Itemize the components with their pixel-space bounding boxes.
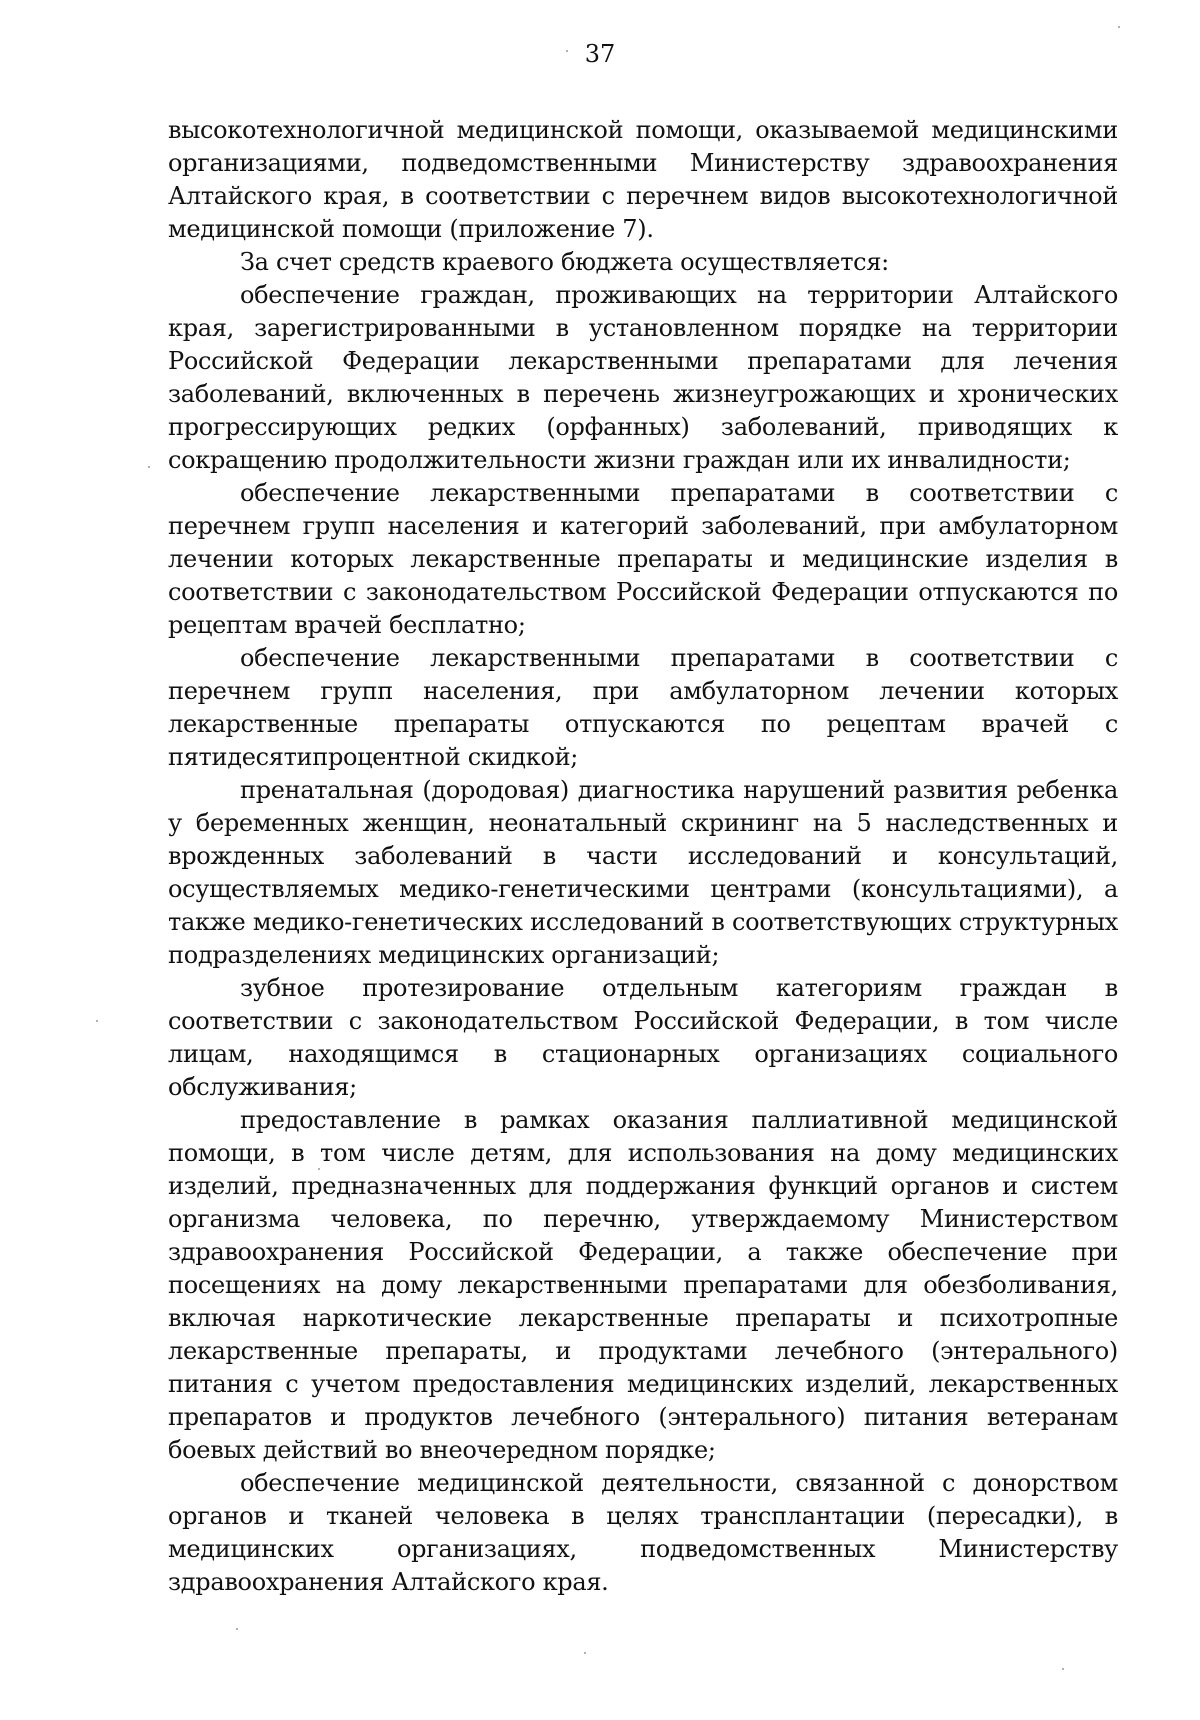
- scan-speck: [318, 1168, 320, 1170]
- scan-speck: [566, 50, 568, 52]
- scan-speck: [236, 1628, 238, 1630]
- scan-speck: [1118, 26, 1120, 28]
- page-number: 37: [584, 40, 616, 68]
- scan-speck: [1062, 1668, 1064, 1670]
- paragraph: предоставление в рамках оказания паллиативной медицинской помощи, в том числе детям, для использования на дому медицинских изделий, предназначенных для поддержания функций органов и систем организма человека, по перечню, утверждаемому Министерством здравоохранения Российской Федерации, а также обеспечение при посещениях на дому лекарственными препаратами для обезболивания, включая наркотические лекарственные препараты и психотропные лекарственные препараты, и продуктами лечебного (энтерального) питания с учетом предоставления медицинских изделий, лекарственных препаратов и продуктов лечебного (энтерального) питания ветеранам боевых действий во внеочередном порядке;: [168, 1106, 1118, 1464]
- paragraph: обеспечение медицинской деятельности, связанной с донорством органов и тканей человека в целях трансплантации (пересадки), в медицинских организациях, подведомственных Министерству здравоохранения Алтайского края.: [168, 1469, 1118, 1596]
- paragraph: зубное протезирование отдельным категориям граждан в соответствии с законодательством Российской Федерации, в том числе лицам, находящимся в стационарных организациях социального обслуживания;: [168, 974, 1118, 1101]
- paragraph: пренатальная (дородовая) диагностика нарушений развития ребенка у беременных женщин, неонатальный скрининг на 5 наследственных и врожденных заболеваний в части исследований и консультаций, осуществляемых медико-генетическими центрами (консультациями), а также медико-генетических исследований в соответствующих структурных подразделениях медицинских организаций;: [168, 776, 1118, 969]
- document-body: [168, 114, 1118, 1599]
- paragraph: За счет средств краевого бюджета осуществляется:: [240, 248, 889, 276]
- scan-speck: [96, 1020, 98, 1022]
- scan-speck: [584, 1652, 586, 1654]
- paragraph: обеспечение лекарственными препаратами в соответствии с перечнем групп населения, при амбулаторном лечении которых лекарственные препараты отпускаются по рецептам врачей с пятидесятипроцентной скидкой;: [168, 644, 1118, 771]
- paragraph: обеспечение граждан, проживающих на территории Алтайского края, зарегистрированными в установленном порядке на территории Российской Федерации лекарственными препаратами для лечения заболеваний, включенных в перечень жизнеугрожающих и хронических прогрессирующих редких (орфанных) заболеваний, приводящих к сокращению продолжительности жизни граждан или их инвалидности;: [168, 281, 1118, 474]
- scan-speck: [148, 466, 150, 468]
- paragraph: обеспечение лекарственными препаратами в соответствии с перечнем групп населения и категорий заболеваний, при амбулаторном лечении которых лекарственные препараты и медицинские изделия в соответствии с законодательством Российской Федерации отпускаются по рецептам врачей бесплатно;: [168, 479, 1118, 639]
- paragraph: высокотехнологичной медицинской помощи, оказываемой медицинскими организациями, подведомственными Министерству здравоохранения Алтайского края, в соответствии с перечнем видов высокотехнологичной медицинской помощи (приложение 7).: [168, 116, 1118, 243]
